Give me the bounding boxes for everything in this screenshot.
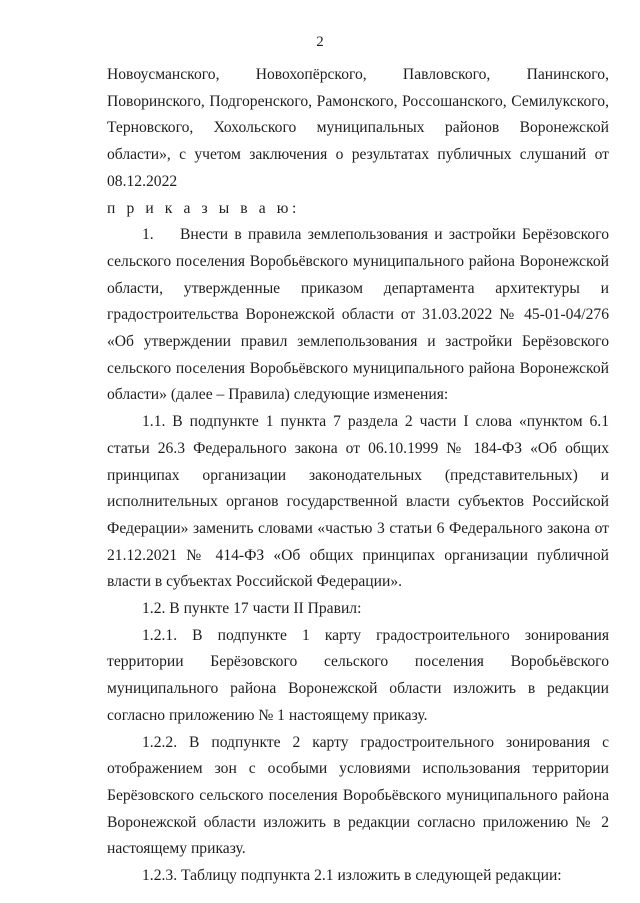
paragraph-item-1-2-3: 1.2.3. Таблицу подпункта 2.1 изложить в следующей редакции: (142, 867, 562, 885)
paragraph-order-word: п р и к а з ы в а ю: (107, 199, 300, 217)
paragraph-item-1-2-1: 1.2.1. В подпункте 1 карту градостроительного зонирования территории Берёзовского сельского поселения Воробьёвского муниципального района Воронежской области изложить в редакции согласно приложению № 1 настоящему приказу. (107, 626, 609, 724)
item-1-number: 1. (142, 226, 154, 244)
item-1-text: Внести в правила землепользования и застройки Берёзовского сельского поселения Воробьёвского муниципального района Воронежской области, утвержденные приказом департамента архитектуры и градостроительства Воронежской области от 31.03.2022 № 45-01-04/276 «Об утверждении правил землепользования и застройки Берёзовского сельского поселения Воробьёвского муниципального района Воронежской области» (далее – Правила) следующие изменения: (107, 226, 609, 404)
paragraph-item-1-2-2: 1.2.2. В подпункте 2 карту градостроительного зонирования с отображением зон с особыми условиями использования территории Берёзовского сельского поселения Воробьёвского муниципального района Воронежской области изложить в редакции согласно приложению № 2 настоящему приказу. (107, 733, 609, 858)
paragraph-item-1-1: 1.1. В подпункте 1 пункта 7 раздела 2 части I слова «пунктом 6.1 статьи 26.3 Федерального закона от 06.10.1999 № 184-ФЗ «Об общих принципах организации законодательных (представительных) и исполнительных органов государственной власти субъектов Российской Федерации» заменить словами «частью 3 статьи 6 Федерального закона от 21.12.2021 № 414-ФЗ «Об общих принципах организации публичной власти в субъектах Российской Федерации». (107, 413, 609, 591)
paragraph-item-1-2: 1.2. В пункте 17 части II Правил: (142, 600, 362, 618)
paragraph-item-1 (107, 222, 609, 409)
paragraph-preamble-continuation: Новоусманского, Новохопёрского, Павловского, Панинского, Поворинского, Подгоренского, Рамонского, Россошанского, Семилукского, Терновского, Хохольского муниципальных районов Воронежской области», с учетом заключения о результатах публичных слушаний от 08.12.2022 (107, 66, 609, 190)
page-number: 2 (316, 34, 324, 50)
document-body (107, 62, 609, 890)
